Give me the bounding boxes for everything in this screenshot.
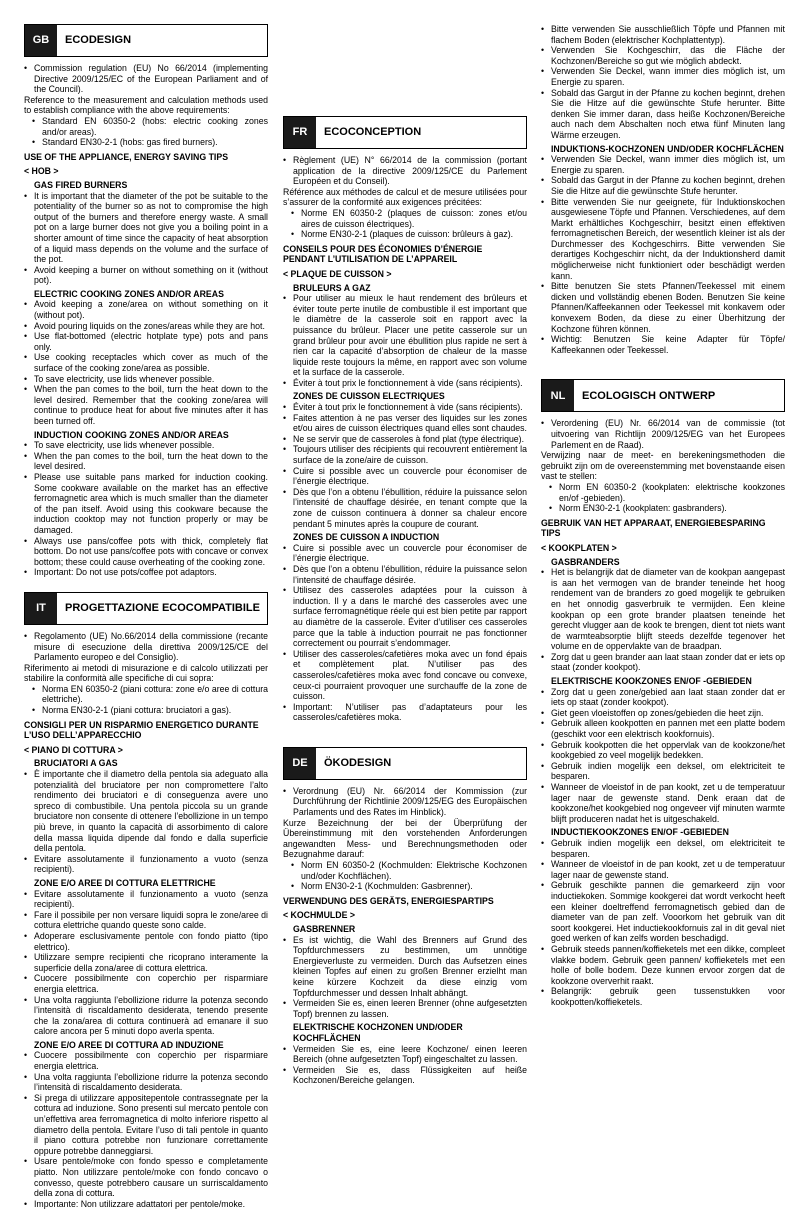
regulation-list (541, 418, 785, 450)
induction-tip-list (283, 543, 527, 723)
induction-heading: INDUCTION COOKING ZONES AND/OR AREAS (34, 429, 229, 440)
section-title: ÖKODESIGN (324, 757, 392, 770)
section-it (24, 592, 268, 1209)
electric-tip-item: • Éviter à tout prix le fonctionnement à vide (sans récipients). (283, 402, 527, 413)
induction-heading: INDUKTIONS-KOCHZONEN UND/ODER KOCHFLÄCHEN (551, 143, 784, 154)
electric-heading: ELEKTRISCHE KOCHZONEN UND/ODER KOCHFLÄCHEN (293, 1022, 463, 1043)
section-header (541, 379, 785, 412)
electric-tip-list (283, 402, 527, 529)
electric-tip-item: • Vermeiden Sie es, dass Flüssigkeiten auf heiße Kochzonen/Bereiche gelangen. (283, 1065, 527, 1086)
reference-text: Reference to the measurement and calculation methods used to establish compliance with the above requirements: (24, 94, 268, 116)
use-heading: GEBRUIK VAN HET APPARAAT, ENERGIEBESPARING TIPS (541, 517, 766, 539)
section-title: ECOLOGISCH ONTWERP (582, 389, 716, 402)
standard-list (24, 116, 268, 148)
section-nl (541, 379, 785, 1007)
gas-heading: GASBRENNER (293, 924, 356, 934)
section-header (24, 24, 268, 57)
induction-tip-item: • Gebruik steeds pannen/koffieketels met een dikke, compleet vlakke bodem. Gebruik geen pannen/ koffieketels met een holle of bolle bodem. Deze kunnen ervoor zorgen dat de kookzone oververhit raakt. (541, 944, 785, 986)
electric-heading: ZONE E/O AREE DI COTTURA ELETTRICHE (34, 877, 216, 888)
column-right (541, 24, 785, 1007)
language-code: NL (542, 380, 574, 411)
induction-tip-item: • Dès que l’on a obtenu l’ébullition, réduire la puissance selon l’intensité de chauffage désirée. (283, 564, 527, 585)
standard-list (283, 208, 527, 240)
gas-tip-list (283, 935, 527, 1020)
gas-tip-item: • Es ist wichtig, die Wahl des Brenners auf Grund des Topfdurchmessers zu bestimmen, um unnötige Energieverluste zu vermeiden. Durch das Aufsetzen eines kleinen Topfes auf einen zu großen Brenner erzielht man keine kürzere Kochzeit da diese einzig vom Topfdurchmesser und dessen Inhalt abhängt. (283, 935, 527, 999)
standard-item: • Norma EN 60350-2 (piani cottura: zone e/o aree di cottura elettriche). (32, 684, 268, 705)
electric-tip-item: • Use cooking receptacles which cover as much of the surface of the cooking zone/area as possible. (24, 352, 268, 373)
electric-tip-item: • To save electricity, use lids whenever possible. (24, 374, 268, 385)
electric-tip-item: • Fare il possibile per non versare liquidi sopra le zone/aree di cottura elettriche quando queste sono calde. (24, 910, 268, 931)
standard-item: • Norm EN30-2-1 (kookplaten: gasbranders). (549, 503, 785, 514)
gas-tip-list (283, 293, 527, 388)
section-title: ECODESIGN (65, 34, 132, 47)
standard-list (541, 482, 785, 514)
electric-tip-item: • Utilizzare sempre recipienti che ricoprano interamente la superficie della zona/aree di cottura elettrica. (24, 952, 268, 973)
standard-item: • Norm EN 60350-2 (Kochmulden: Elektrische Kochzonen und/oder Kochflächen). (291, 860, 527, 881)
section-title: PROGETTAZIONE ECOCOMPATIBILE (65, 602, 260, 615)
induction-tip-list (541, 838, 785, 1008)
electric-tip-item: • Verwenden Sie Deckel, wann immer dies möglich ist, um Energie zu sparen. (541, 66, 785, 87)
section-header (283, 116, 527, 149)
gas-tip-item: • Pour utiliser au mieux le haut rendement des brûleurs et éviter toute perte inutile de combustible il est important que le diamètre de la casserole soit en rapport avec la puissance du brûleur. Placer une petite casserole sur un grand brûleur pour avoir une ébullition plus rapide ne sert à rien car la capacité d’absorption de chaleur de la masse liquide reste toujours la même, en rapport avec son volume et la surface de la casserole. (283, 293, 527, 378)
induction-tip-item: • Utilisez des casseroles adaptées pour la cuisson à induction. Il y a dans le marché des casseroles avec une surface ferromagnétique réele qui est bien petite par rapport au diamètre de la casserole. Éviter d’utiliser ces casseroles parce que la table à induction pourrait ne pas fonctionner correctement ou pourrait s’endommager. (283, 585, 527, 649)
electric-tip-list (541, 24, 785, 141)
electric-tip-list (541, 687, 785, 825)
reference-text: Référence aux méthodes de calcul et de mesure utilisées pour s’assurer de la conformité aux exigences précitées: (283, 186, 527, 208)
electric-tip-item: • When the pan comes to the boil, turn the heat down to the level desired. Remember that the cooking zone/area will continue to produce heat for about five minutes after it has been turned off. (24, 384, 268, 426)
electric-tip-item: • Bitte verwenden Sie ausschließlich Töpfe und Pfannen mit flachem Boden (elektrischer Kochplattentyp). (541, 24, 785, 45)
de-continued (541, 24, 785, 355)
electric-tip-item: • Evitare assolutamente il funzionamento a vuoto (senza recipienti). (24, 889, 268, 910)
electric-tip-item: • Ne se servir que de casseroles à fond plat (type électrique). (283, 434, 527, 445)
electric-tip-item: • Gebruik indien mogelijk een deksel, om elektriciteit te besparen. (541, 761, 785, 782)
regulation-list (24, 63, 268, 95)
gas-tip-item: • It is important that the diameter of the pot be suitable to the potentiality of the burner so as not to compromise the high output of the burners and therefore energy waste. A small pot on a large burner does not give you a boiling point in a shorter amount of time since the capacity of heat absorption of a liquid mass depends on the volume and the surface of the pot. (24, 191, 268, 265)
electric-tip-item: • Gebruik alleen kookpotten en pannen met een platte bodem (geschikt voor een elektrisch kookfornuis). (541, 718, 785, 739)
gas-tip-item: • Vermeiden Sie es, einen leeren Brenner (ohne aufgesetzten Topf) brennen zu lassen. (283, 998, 527, 1019)
regulation-list (24, 631, 268, 663)
hob-label: < PIANO DI COTTURA > (24, 744, 123, 755)
use-heading: USE OF THE APPLIANCE, ENERGY SAVING TIPS (24, 151, 229, 162)
electric-tip-item: • Wanneer de vloeistof in de pan kookt, zet u de temperatuur lager naar de gewenste stand. Denk eraan dat de kookzone/het kookgebied nog ongeveer vijf minuten warmte blijft produceren nadat het is uitgeschakeld. (541, 782, 785, 824)
electric-tip-item: • Una volta raggiunta l’ebollizione ridurre la potenza secondo l’intensità di riscaldamento desiderata, tenendo presente che la zona/area di cottura continuerà ad emanare il suo calore ancora per 5 minuti dopo averla spenta. (24, 995, 268, 1037)
hob-label: < KOCHMULDE > (283, 910, 355, 921)
induction-tip-item: • Always use pans/coffee pots with thick, completely flat bottom. Do not use pans/coffee pots with concave or convex bottom; these could cause overheating of the cooking zone. (24, 536, 268, 568)
electric-tip-item: • Avoid keeping a zone/area on without something on it (without pot). (24, 299, 268, 320)
electric-tip-list (283, 1044, 527, 1086)
gas-tip-list (24, 191, 268, 286)
induction-tip-item: • Verwenden Sie Deckel, wann immer dies möglich ist, um Energie zu sparen. (541, 154, 785, 175)
section-gb (24, 24, 268, 578)
induction-tip-list (24, 440, 268, 578)
electric-tip-item: • Verwenden Sie Kochgeschirr, das die Fläche der Kochzonen/Bereiche so gut wie möglich abdeckt. (541, 45, 785, 66)
induction-heading: ZONE E/O AREE DI COTTURA AD INDUZIONE (34, 1039, 224, 1050)
induction-tip-item: • To save electricity, use lids whenever possible. (24, 440, 268, 451)
induction-tip-item: • Wanneer de vloeistof in de pan kookt, zet u de temperatuur lager naar de gewenste stand. (541, 859, 785, 880)
electric-tip-item: • Vermeiden Sie es, eine leere Kochzone/ einen leeren Bereich (ohne aufgesetzten Topf) eingeschaltet zu lassen. (283, 1044, 527, 1065)
gas-heading: GASBRANDERS (551, 556, 620, 567)
induction-heading: INDUCTIEKOOKZONES EN/OF -GEBIEDEN (551, 827, 729, 838)
use-heading: VERWENDUNG DES GERÄTS, ENERGIESPARTIPS (283, 895, 494, 906)
regulation-item: • Regolamento (UE) No.66/2014 della commissione (recante misure di esecuzione della direttiva 2009/125/CE del Parlamento europeo e del Consiglio). (24, 631, 268, 663)
regulation-item: • Verordening (EU) Nr. 66/2014 van de commissie (tot uitvoering van Richtlijn 2009/125/EG van het Europees Parlement en de Raad). (541, 418, 785, 450)
electric-tip-item: • Avoid pouring liquids on the zones/areas while they are hot. (24, 321, 268, 332)
language-code: IT (25, 593, 57, 624)
gas-heading: BRULEURS A GAZ (293, 282, 371, 293)
induction-tip-item: • Cuire si possible avec un couvercle pour économiser de l’énergie électrique. (283, 543, 527, 564)
induction-tip-item: • Belangrijk: gebruik geen tussenstukken voor kookpotten/koffieketels. (541, 986, 785, 1007)
induction-tip-item: • Important: N’utiliser pas d’adaptateurs pour les casseroles/cafetières moka. (283, 702, 527, 723)
electric-tip-item: • Dès que l’on a obtenu l’ébullition, réduire la puissance selon l’intensité de chauffage désirée, en tenant compte que la zone de cuisson continuera à donner sa chaleur encore pendant 5 minutes après la coupure de courant. (283, 487, 527, 529)
reference-text: Verwijzing naar de meet- en berekeningsmethoden die gebruikt zijn om de overeenstemming met bovenstaande eisen vast te stellen: (541, 450, 785, 482)
gas-tip-item: • Het is belangrijk dat de diameter van de kookpan aangepast is aan het vermogen van de brander teneinde het hoog rendement van de branders zo goed mogelijk te gebruiken en het onnodig gasverbruik te vermijden. Een kleine kookpan op een grote brander plaatsen teneinde het gerecht vlugger aan de kook te brengen, dient tot niets want de warmteabsorptie blijft steeds dezelfde tegenover het volume en de oppervlakte van de braadpan. (541, 567, 785, 652)
induction-tip-item: • Sobald das Gargut in der Pfanne zu kochen beginnt, drehen Sie die Hitze auf die gewünschte Stufe herunter. (541, 175, 785, 196)
column-middle (283, 24, 527, 1086)
regulation-list (283, 155, 527, 187)
induction-tip-item: • Si prega di utilizzare appositepentole contrassegnate per la cottura ad induzione. Sono presenti sul mercato pentole con un’effettiva area ferromagnetica di molto inferiore rispetto al diametro della pentola. Evitare l’uso di tali pentole in quanto il piano cottura potrebbe non funzionare correttamente oppure potrebbe danneggiarsi. (24, 1093, 268, 1157)
electric-heading: ELEKTRISCHE KOOKZONES EN/OF -GEBIEDEN (551, 676, 752, 687)
standard-item: • Norme EN 60350-2 (plaques de cuisson: zones et/ou aires de cuisson électriques). (291, 208, 527, 229)
regulation-item: • Verordnung (EU) Nr. 66/2014 der Kommission (zur Durchführung der Richtlinie 2009/125/EG des Europäischen Parlaments und des Rates im Hinblick). (283, 786, 527, 818)
regulation-item: • Règlement (UE) N° 66/2014 de la commission (portant application de la directive 2009/125/CE du Parlement Européen et du Conseil). (283, 155, 527, 187)
section-title: ECOCONCEPTION (324, 126, 422, 139)
gas-heading: GAS FIRED BURNERS (34, 179, 128, 190)
hob-label: < HOB > (24, 166, 59, 177)
induction-tip-list (24, 1050, 268, 1209)
electric-tip-list (24, 889, 268, 1037)
language-code: GB (25, 25, 57, 56)
gas-tip-list (24, 769, 268, 875)
induction-tip-item: • Important: Do not use pots/coffee pot adaptors. (24, 567, 268, 578)
electric-tip-item: • Toujours utiliser des récipients qui recouvrent entièrement la surface de la zone/aire de cuisson. (283, 444, 527, 465)
electric-tip-item: • Sobald das Gargut in der Pfanne zu kochen beginnt, drehen Sie die Hitze auf die gewünschte Stufe herunter. Bitte denken Sie immer daran, dass heiße Kochzonen/Bereiche auch nach dem Abschalten noch etwa fünf Minuten lang Wärme erzeugen. (541, 88, 785, 141)
section-header (24, 592, 268, 625)
standard-item: • Norma EN30-2-1 (piani cottura: bruciatori a gas). (32, 705, 268, 716)
induction-tip-item: • Importante: Non utilizzare adattatori per pentole/moke. (24, 1199, 268, 1209)
language-code: FR (284, 117, 316, 148)
electric-heading: ELECTRIC COOKING ZONES AND/OR AREAS (34, 288, 224, 299)
reference-text: Riferimento ai metodi di misurazione e di calcolo utilizzati per stabilire la conformità alle specifiche di cui sopra: (24, 662, 268, 684)
electric-tip-item: • Giet geen vloeistoffen op zones/gebieden die heet zijn. (541, 708, 785, 719)
gas-tip-list (541, 567, 785, 673)
standard-item: • Norm EN 60350-2 (kookplaten: elektrische kookzones en/of -gebieden). (549, 482, 785, 503)
standard-list (24, 684, 268, 716)
standard-item: • Norm EN30-2-1 (Kochmulden: Gasbrenner). (291, 881, 527, 892)
induction-tip-item: • Bitte benutzen Sie stets Pfannen/Teekessel mit einem dicken und vollständig ebenen Boden. Benutzen Sie keine Pfannen/Kaffeekannen oder Teekessel mit konkavem oder konvexem Boden, da diese zu einer Überhitzung der Kochzone führen können. (541, 281, 785, 334)
gas-tip-item: • Avoid keeping a burner on without something on it (without pot). (24, 265, 268, 286)
induction-tip-item: • Please use suitable pans marked for induction cooking. Some cookware available on the market has an effective ferromagnetic area which is much smaller than the diameter of the pan itself. Avoid using this cookware because the induction cooktop may not function properly or may be damaged. (24, 472, 268, 536)
gas-heading: BRUCIATORI A GAS (34, 758, 118, 769)
section-fr (283, 116, 527, 723)
induction-tip-item: • When the pan comes to the boil, turn the heat down to the level desired. (24, 451, 268, 472)
induction-tip-item: • Bitte verwenden Sie nur geeignete, für Induktionskochen ausgewiesene Töpfe und Pfannen. Verschiedenes, auf dem Markt erhältliches Kochgeschirr, besitzt einen effektiven ferromagnetischen Bereich, der wesentlich kleiner ist als der Durchmesser des Kochgeschirrs. Bitte verwenden Sie derartiges Kochgeschirr nicht, da der Induktionsherd damit möglicherweise nicht funktioniert oder beschädigt werden kann. (541, 197, 785, 282)
electric-tip-item: • Adoperare esclusivamente pentole con fondo piatto (tipo elettrico). (24, 931, 268, 952)
standard-item: • Standard EN 60350-2 (hobs: electric cooking zones and/or areas). (32, 116, 268, 137)
induction-tip-item: • Cuocere possibilmente con coperchio per risparmiare energia elettrica. (24, 1050, 268, 1071)
induction-tip-item: • Wichtig: Benutzen Sie keine Adapter für Töpfe/ Kaffeekannen oder Teekessel. (541, 334, 785, 355)
induction-tip-item: • Usare pentole/moke con fondo spesso e completamente piatto. Non utilizzare pentole/moke con fondo concavo o convesso, queste potrebbero causare un surriscaldamento della zona di cottura. (24, 1156, 268, 1198)
regulation-item: • Commission regulation (EU) No 66/2014 (implementing Directive 2009/125/EC of the European Parliament and of the Council). (24, 63, 268, 95)
reference-text: Kurze Bezeichnung der bei der Überprüfung der Übereinstimmung mit den vorstehenden Anforderungen angewandten Mess- und Berechnungsmethoden oder Bezugnahme darauf: (283, 817, 527, 860)
gas-tip-item: • Éviter à tout prix le fonctionnement à vide (sans récipients). (283, 378, 527, 389)
electric-tip-item: • Zorg dat u geen zone/gebied aan laat staan zonder dat er iets op staat (zonder kookpot). (541, 687, 785, 708)
induction-tip-item: • Gebruik geschikte pannen die gemarkeerd zijn voor inductiekoken. Sommige kookgerei dat wordt verkocht heeft een kleiner doeltreffend ferromagnetisch gebied dan de diameter van de pan zelf. Vooorkom het gebruik van dit soort kookgerei. Het inductiekookfornuis zal in dit geval niet goed werken of kan zelfs worden beschadigd. (541, 880, 785, 944)
electric-tip-item: • Cuire si possible avec un couvercle pour économiser de l’énergie électrique. (283, 466, 527, 487)
section-de (283, 747, 527, 1086)
induction-heading: ZONES DE CUISSON A INDUCTION (293, 532, 440, 543)
gas-tip-item: • Zorg dat u geen brander aan laat staan zonder dat er iets op staat (zonder kookpot). (541, 652, 785, 673)
electric-tip-item: • Cuocere possibilmente con coperchio per risparmiare energia elettrica. (24, 973, 268, 994)
induction-tip-item: • Gebruik indien mogelijk een deksel, om elektriciteit te besparen. (541, 838, 785, 859)
standard-list (283, 860, 527, 892)
gas-tip-item: • Evitare assolutamente il funzionamento a vuoto (senza recipienti). (24, 854, 268, 875)
section-header (283, 747, 527, 780)
column-left (24, 24, 268, 1209)
hob-label: < KOOKPLATEN > (541, 542, 617, 553)
electric-tip-item: • Use flat-bottomed (electric hotplate type) pots and pans only. (24, 331, 268, 352)
language-code: DE (284, 748, 316, 779)
electric-tip-list (24, 299, 268, 426)
gas-tip-item: • È importante che il diametro della pentola sia adeguato alla potenzialità del bruciatore per non compromettere l’alto rendimento dei bruciatori e di conseguenza avere uno spreco di combustibile. Una pentola piccola su un grande bruciatore non consente di ottenere l’ebollizione in un tempo più breve, in quanto la capacità di assorbimento di calore della massa liquida dipende dal fondo e dalla superficie della pentola. (24, 769, 268, 854)
hob-label: < PLAQUE DE CUISSON > (283, 268, 392, 279)
use-heading: CONSIGLI PER UN RISPARMIO ENERGETICO DURANTE L’USO DELL’APPARECCHIO (24, 719, 259, 741)
electric-tip-item: • Faites attention à ne pas verser des liquides sur les zones et/ou aires de cuisson électriques quand elles sont chaudes. (283, 413, 527, 434)
electric-tip-item: • Gebruik kookpotten die het oppervlak van de kookzone/het kookgebied zo veel mogelijk bedekken. (541, 740, 785, 761)
regulation-list (283, 786, 527, 818)
electric-heading: ZONES DE CUISSON ELECTRIQUES (293, 391, 445, 402)
induction-tip-item: • Utiliser des casseroles/cafetières moka avec un fond épais et complètement plat. N’utiliser pas des casseroles/cafetières moka avec fond concave ou convexe, ceux-ci pourraient provoquer une surchauffe de la zone de cuisson. (283, 649, 527, 702)
induction-tip-list (541, 154, 785, 355)
induction-tip-item: • Una volta raggiunta l’ebollizione ridurre la potenza secondo l’intensità di riscaldamento desiderata. (24, 1072, 268, 1093)
standard-item: • Standard EN30-2-1 (hobs: gas fired burners). (32, 137, 268, 148)
use-heading: CONSEILS POUR DES ÉCONOMIES D’ÉNERGIE PENDANT L’UTILISATION DE L’APPAREIL (283, 243, 483, 265)
standard-item: • Norme EN30-2-1 (plaques de cuisson: brûleurs à gaz). (291, 229, 527, 240)
